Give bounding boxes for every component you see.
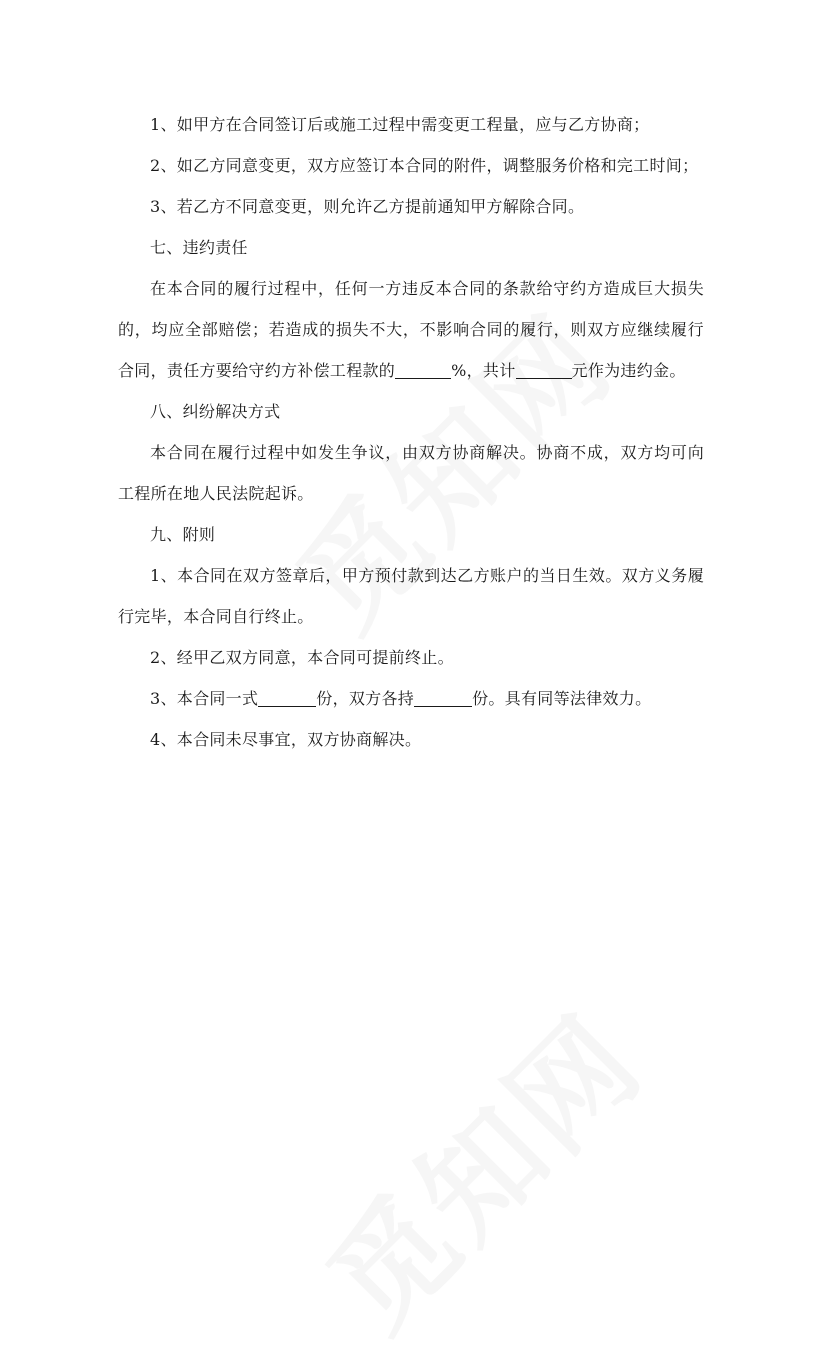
watermark [285, 972, 674, 1360]
clause-supplementary-2: 2、经甲乙双方同意，本合同可提前终止。 [150, 648, 454, 667]
liability-text-before: 在本合同的履行过程中，任何一方违反本合同的条款给守约方造成巨大损失的，均应全部赔偿；若造成的损失不大，不影响合同的履行，则双方应继续履行合同，责任方要给守约方补偿工程款的 [118, 279, 704, 380]
liability-text-middle: %，共计 [451, 361, 516, 380]
amount-blank [516, 360, 572, 379]
copies-text-after: 份。具有同等法律效力。 [472, 689, 652, 708]
clause-change-2: 2、如乙方同意变更，双方应签订本合同的附件，调整服务价格和完工时间； [150, 156, 699, 175]
percent-blank [395, 360, 451, 379]
liability-text-after: 元作为违约金。 [571, 361, 686, 380]
section-heading-dispute: 八、纠纷解决方式 [150, 402, 281, 421]
clause-liability [118, 268, 704, 391]
clause-supplementary-4: 4、本合同未尽事宜，双方协商解决。 [150, 730, 422, 749]
section-heading-liability: 七、违约责任 [150, 238, 248, 257]
section-heading-supplementary: 九、附则 [150, 525, 216, 544]
copies-text-middle: 份，双方各持 [316, 689, 415, 708]
copies-total-blank [258, 688, 316, 707]
clause-supplementary-3 [118, 678, 704, 719]
clause-change-1: 1、如甲方在合同签订后或施工过程中需变更工程量，应与乙方协商； [150, 115, 650, 134]
clause-change-3: 3、若乙方不同意变更，则允许乙方提前通知甲方解除合同。 [150, 197, 585, 216]
copies-each-blank [414, 688, 472, 707]
contract-body [118, 104, 704, 760]
copies-text-before: 3、本合同一式 [150, 689, 259, 708]
clause-supplementary-1: 1、本合同在双方签章后，甲方预付款到达乙方账户的当日生效。双方义务履行完毕，本合同自行终止。 [118, 566, 704, 626]
clause-dispute: 本合同在履行过程中如发生争议，由双方协商解决。协商不成，双方均可向工程所在地人民法院起诉。 [118, 443, 704, 503]
